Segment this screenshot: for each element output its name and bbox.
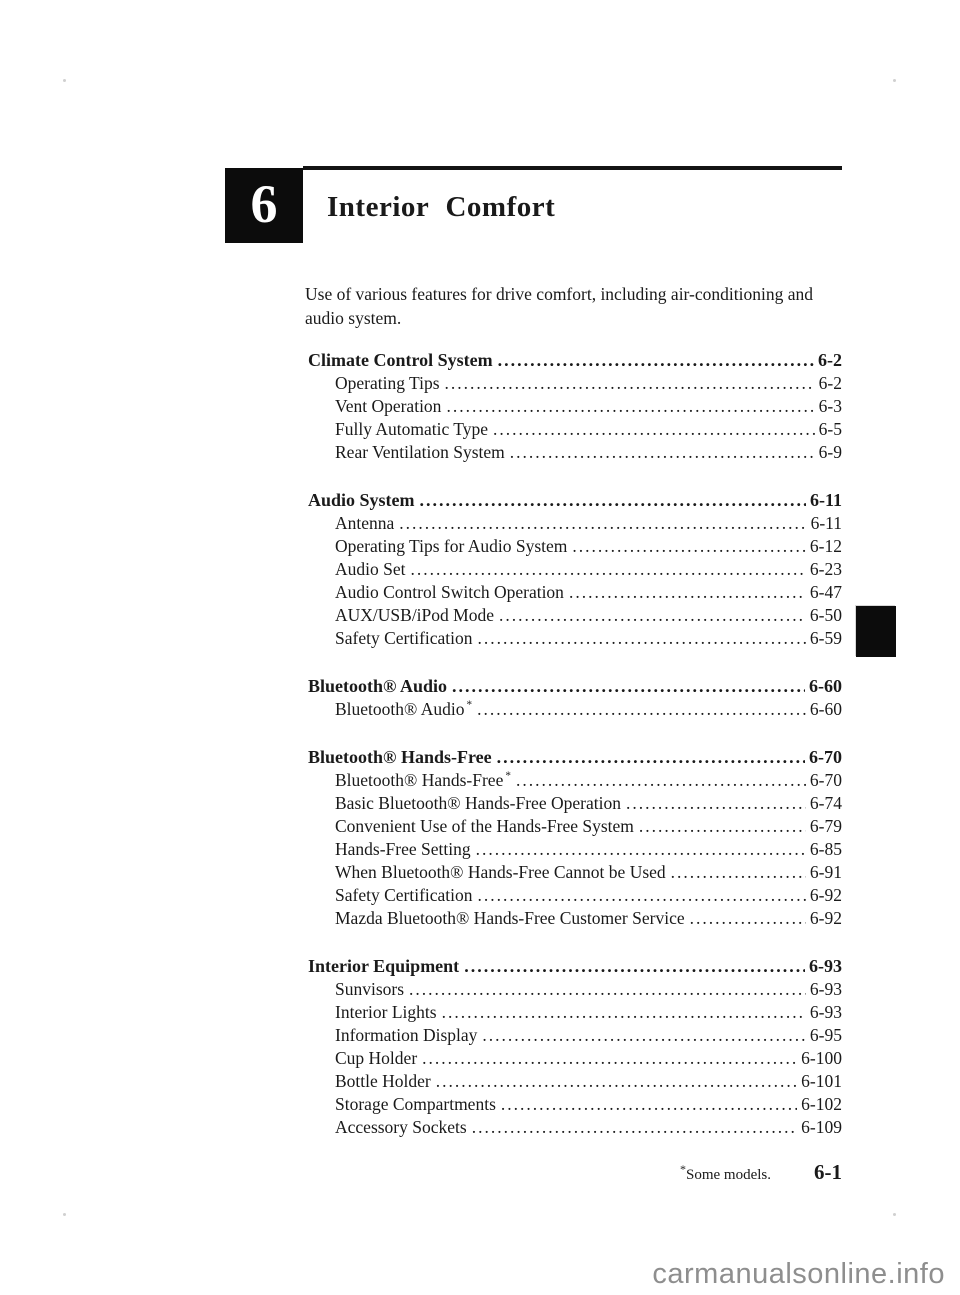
toc-section-row (308, 350, 842, 373)
toc-leader-dots (497, 747, 805, 770)
page-footer (308, 1160, 842, 1185)
toc-leader-dots (493, 419, 815, 442)
toc-item-label: Bluetooth® Audio * (335, 699, 473, 719)
toc-item-label: Operating Tips (335, 373, 440, 393)
toc-page-number: 6-60 (809, 676, 842, 696)
toc-item-label: When Bluetooth® Hands-Free Cannot be Used (335, 862, 666, 882)
toc-page-number: 6-47 (809, 582, 842, 602)
toc-page-number: 6-2 (818, 373, 842, 393)
toc-item-row (308, 839, 842, 862)
toc-item-row (308, 1117, 842, 1140)
toc-item-row (308, 1002, 842, 1025)
toc-item-label: Safety Certification (335, 885, 473, 905)
toc-page-number: 6-93 (809, 956, 842, 976)
toc-item-row (308, 373, 842, 396)
toc-item-label: Audio Control Switch Operation (335, 582, 564, 602)
toc-section (308, 350, 842, 465)
toc-item-row (308, 885, 842, 908)
toc-item-label: Interior Lights (335, 1002, 437, 1022)
toc-page-number: 6-50 (809, 605, 842, 625)
toc-page-number: 6-92 (809, 885, 842, 905)
toc-item-row (308, 1094, 842, 1117)
toc-item-row (308, 770, 842, 793)
toc-item-label: Cup Holder (335, 1048, 418, 1068)
toc-page-number: 6-101 (801, 1071, 842, 1091)
toc-section-row (308, 490, 842, 513)
toc-page-number: 6-23 (809, 559, 842, 579)
toc-item-label: Convenient Use of the Hands-Free System (335, 816, 634, 836)
toc-item-label: Bottle Holder (335, 1071, 431, 1091)
toc-item-row (308, 513, 842, 536)
toc-section (308, 490, 842, 651)
toc-item-label: AUX/USB/iPod Mode (335, 605, 494, 625)
toc-page-number: 6-12 (809, 536, 842, 556)
toc-item-row (308, 699, 842, 722)
corner-registration-mark (893, 1213, 896, 1216)
toc-item-label: Audio Set (335, 559, 406, 579)
toc-page-number: 6-93 (809, 979, 842, 999)
toc-item-label: Operating Tips for Audio System (335, 536, 568, 556)
chapter-title: Interior Comfort (327, 191, 556, 223)
toc-page-number: 6-11 (810, 513, 842, 533)
toc-item-label: Sunvisors (335, 979, 405, 999)
toc-item-label: Mazda Bluetooth® Hands-Free Customer Service (335, 908, 685, 928)
some-models-asterisk: * (505, 770, 511, 783)
toc-page-number: 6-95 (809, 1025, 842, 1045)
intro-text: Use of various features for drive comfort, including air-conditioning and audio system. (305, 284, 813, 328)
toc-item-row (308, 442, 842, 465)
toc-page-number: 6-100 (801, 1048, 842, 1068)
toc-section-title: Bluetooth® Audio (308, 676, 447, 696)
toc-page-number: 6-74 (809, 793, 842, 813)
toc-item-label: Basic Bluetooth® Hands-Free Operation (335, 793, 621, 813)
toc-leader-dots (399, 513, 806, 536)
toc-page-number: 6-85 (809, 839, 842, 859)
toc-page-number: 6-5 (818, 419, 842, 439)
toc-item-row (308, 605, 842, 628)
toc-item-row (308, 816, 842, 839)
toc-item-row (308, 862, 842, 885)
footnote-asterisk: * (680, 1162, 686, 1176)
toc-page-number: 6-11 (809, 490, 842, 510)
corner-registration-mark (63, 1213, 66, 1216)
corner-registration-mark (63, 79, 66, 82)
toc-item-row (308, 419, 842, 442)
chapter-number-box (225, 168, 303, 243)
toc-item-label: Fully Automatic Type (335, 419, 489, 439)
toc-page-number: 6-3 (818, 396, 842, 416)
toc-page-number: 6-91 (809, 862, 842, 882)
toc-leader-dots (569, 582, 806, 605)
toc-leader-dots (477, 699, 806, 722)
toc-leader-dots (690, 908, 806, 931)
page-number: 6-1 (814, 1160, 842, 1184)
toc-leader-dots (411, 559, 806, 582)
header-rule (303, 166, 842, 170)
toc-item-row (308, 582, 842, 605)
toc-item-label: Accessory Sockets (335, 1117, 467, 1137)
chapter-number: 6 (250, 173, 278, 234)
toc-leader-dots (639, 816, 806, 839)
toc-item-row (308, 536, 842, 559)
toc-leader-dots (478, 885, 806, 908)
toc-leader-dots (671, 862, 806, 885)
toc-page-number: 6-93 (809, 1002, 842, 1022)
toc-section (308, 956, 842, 1140)
toc-page-number: 6-92 (809, 908, 842, 928)
toc-leader-dots (478, 628, 806, 651)
toc-section-title: Audio System (308, 490, 415, 510)
toc-section-title: Bluetooth® Hands-Free (308, 747, 492, 767)
toc-page-number: 6-79 (809, 816, 842, 836)
toc-item-row (308, 559, 842, 582)
toc-leader-dots (436, 1071, 797, 1094)
toc-item-label: Hands-Free Setting (335, 839, 471, 859)
toc-page-number: 6-59 (809, 628, 842, 648)
toc-leader-dots (445, 373, 815, 396)
toc-item-row (308, 1071, 842, 1094)
toc-item-row (308, 908, 842, 931)
toc-leader-dots (452, 676, 805, 699)
toc-page-number: 6-109 (801, 1117, 842, 1137)
toc-leader-dots (464, 956, 805, 979)
toc-item-row (308, 793, 842, 816)
toc-item-label: Rear Ventilation System (335, 442, 505, 462)
toc-item-label: Antenna (335, 513, 395, 533)
toc-page-number: 6-60 (809, 699, 842, 719)
toc-leader-dots (446, 396, 814, 419)
toc-leader-dots (498, 350, 814, 373)
toc-item-row (308, 979, 842, 1002)
toc-leader-dots (476, 839, 806, 862)
toc-page-number: 6-70 (809, 770, 842, 790)
toc-leader-dots (499, 605, 806, 628)
chapter-side-tab (856, 606, 896, 657)
watermark: carmanualsonline.info (652, 1258, 945, 1290)
toc-leader-dots (572, 536, 806, 559)
toc-item-row (308, 1025, 842, 1048)
footnote (680, 1162, 771, 1184)
toc-leader-dots (420, 490, 806, 513)
toc-page-number: 6-9 (818, 442, 842, 462)
toc-page-number: 6-102 (801, 1094, 842, 1114)
toc-leader-dots (482, 1025, 806, 1048)
toc-page-number: 6-70 (809, 747, 842, 767)
toc-item-row (308, 628, 842, 651)
some-models-asterisk: * (466, 699, 473, 712)
toc-section (308, 747, 842, 931)
toc-item-label: Information Display (335, 1025, 478, 1045)
toc-section-title: Climate Control System (308, 350, 493, 370)
toc-section-row (308, 747, 842, 770)
toc-leader-dots (422, 1048, 797, 1071)
toc-page-number: 6-2 (818, 350, 842, 370)
toc-item-row (308, 396, 842, 419)
footnote-text: Some models. (686, 1167, 771, 1183)
toc-item-row (308, 1048, 842, 1071)
corner-registration-mark (893, 79, 896, 82)
toc-section (308, 676, 842, 722)
toc-leader-dots (510, 442, 815, 465)
toc-leader-dots (516, 770, 806, 793)
toc-leader-dots (472, 1117, 797, 1140)
toc (308, 350, 842, 1140)
toc-item-label: Bluetooth® Hands-Free * (335, 770, 511, 790)
toc-section-title: Interior Equipment (308, 956, 460, 976)
toc-leader-dots (409, 979, 806, 1002)
toc-leader-dots (626, 793, 806, 816)
toc-item-label: Vent Operation (335, 396, 442, 416)
toc-leader-dots (442, 1002, 806, 1025)
toc-item-label: Safety Certification (335, 628, 473, 648)
toc-item-label: Storage Compartments (335, 1094, 496, 1114)
toc-section-row (308, 676, 842, 699)
toc-leader-dots (501, 1094, 797, 1117)
toc-section-row (308, 956, 842, 979)
